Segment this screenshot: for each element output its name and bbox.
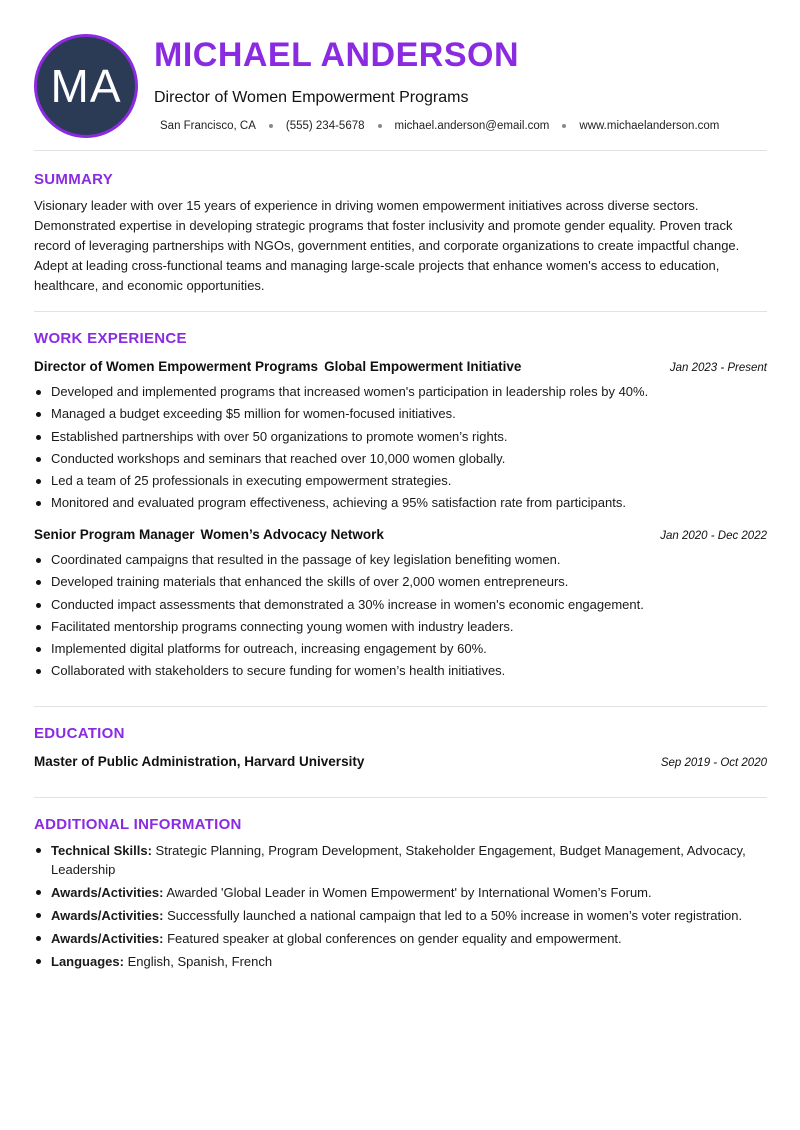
- list-item: Managed a budget exceeding $5 million for women-focused initiatives.: [34, 403, 767, 425]
- summary-text: Visionary leader with over 15 years of experience in driving women empowerment initiatives across diverse sectors. Demonstrated expertise in developing strategic programs that foster inclusivity and promote gender equality. Proven track record of leveraging partnerships with NGOs, government entities, and corporate organizations to create impactful change. Adept at leading cross-functional teams and managing large-scale projects that enhance women's access to education, healthcare, and economic opportunities.: [34, 198, 740, 293]
- info-label: Languages:: [51, 954, 124, 969]
- section-divider: [34, 311, 767, 312]
- info-text: Awarded 'Global Leader in Women Empowerment' by International Women’s Forum.: [166, 885, 652, 900]
- contact-website[interactable]: www.michaelanderson.com: [579, 120, 720, 132]
- list-item: Led a team of 25 professionals in executing empowerment strategies.: [34, 470, 767, 492]
- contact-phone: (555) 234-5678: [285, 120, 365, 132]
- list-item: Developed training materials that enhanced the skills of over 2,000 women entrepreneurs.: [34, 571, 767, 593]
- education-degree: Master of Public Administration, Harvard University: [34, 754, 365, 769]
- job-bullet-list: [34, 381, 767, 515]
- info-label: Awards/Activities:: [51, 931, 164, 946]
- avatar: [34, 34, 138, 138]
- job-title-line: [34, 527, 384, 542]
- section-divider: [34, 150, 767, 151]
- list-item: [34, 929, 767, 948]
- list-item: Facilitated mentorship programs connecting young women with industry leaders.: [34, 616, 767, 638]
- job-header: [34, 527, 767, 542]
- separator-dot-icon: [378, 124, 382, 128]
- job-bullet-list: [34, 549, 767, 683]
- list-item: Collaborated with stakeholders to secure funding for women’s health initiatives.: [34, 660, 767, 682]
- experience-heading: WORK EXPERIENCE: [34, 330, 187, 347]
- additional-heading: ADDITIONAL INFORMATION: [34, 816, 242, 833]
- list-item: Developed and implemented programs that increased women's participation in leadership roles by 40%.: [34, 381, 767, 403]
- info-label: Awards/Activities:: [51, 885, 164, 900]
- contact-location: San Francisco, CA: [160, 120, 256, 132]
- avatar-initials: MA: [50, 60, 122, 112]
- additional-info-list: [34, 841, 767, 975]
- list-item: Coordinated campaigns that resulted in the passage of key legislation benefiting women.: [34, 549, 767, 571]
- education-entry: [34, 754, 767, 769]
- info-text: Featured speaker at global conferences on gender equality and empowerment.: [167, 931, 622, 946]
- list-item: [34, 906, 767, 925]
- info-text: Successfully launched a national campaign that led to a 50% increase in women’s voter registration.: [167, 908, 743, 923]
- section-divider: [34, 797, 767, 798]
- list-item: Implemented digital platforms for outreach, increasing engagement by 60%.: [34, 638, 767, 660]
- separator-dot-icon: [562, 124, 566, 128]
- summary-heading: SUMMARY: [34, 171, 114, 188]
- separator-dot-icon: [269, 124, 273, 128]
- contact-email[interactable]: michael.anderson@email.com: [394, 120, 550, 132]
- job-title: Director of Women Empowerment Programs: [34, 359, 319, 374]
- section-divider: [34, 706, 767, 707]
- list-item: Conducted workshops and seminars that reached over 10,000 women globally.: [34, 448, 767, 470]
- job-header: [34, 359, 767, 374]
- list-item: Established partnerships with over 50 organizations to promote women’s rights.: [34, 426, 767, 448]
- job-organization: Global Empowerment Initiative: [324, 359, 522, 374]
- list-item: [34, 952, 767, 971]
- list-item: Monitored and evaluated program effectiveness, achieving a 95% satisfaction rate from participants.: [34, 492, 767, 514]
- education-heading: EDUCATION: [34, 725, 125, 742]
- list-item: [34, 841, 767, 879]
- job-dates: Jan 2023 - Present: [669, 362, 767, 374]
- list-item: [34, 883, 767, 902]
- info-label: Technical Skills:: [51, 843, 152, 858]
- candidate-role: Director of Women Empowerment Programs: [154, 89, 469, 106]
- info-text: English, Spanish, French: [127, 954, 273, 969]
- info-label: Awards/Activities:: [51, 908, 164, 923]
- list-item: Conducted impact assessments that demonstrated a 30% increase in women's economic engagement.: [34, 594, 767, 616]
- contact-line: [160, 120, 719, 132]
- info-text: Strategic Planning, Program Development, Stakeholder Engagement, Budget Management, Advocacy, Leadership: [51, 843, 746, 877]
- job-title: Senior Program Manager: [34, 527, 195, 542]
- job-organization: Women’s Advocacy Network: [200, 527, 384, 542]
- education-dates: Sep 2019 - Oct 2020: [660, 757, 767, 769]
- candidate-name: MICHAEL ANDERSON: [154, 36, 520, 74]
- job-dates: Jan 2020 - Dec 2022: [660, 530, 767, 542]
- job-title-line: [34, 359, 521, 374]
